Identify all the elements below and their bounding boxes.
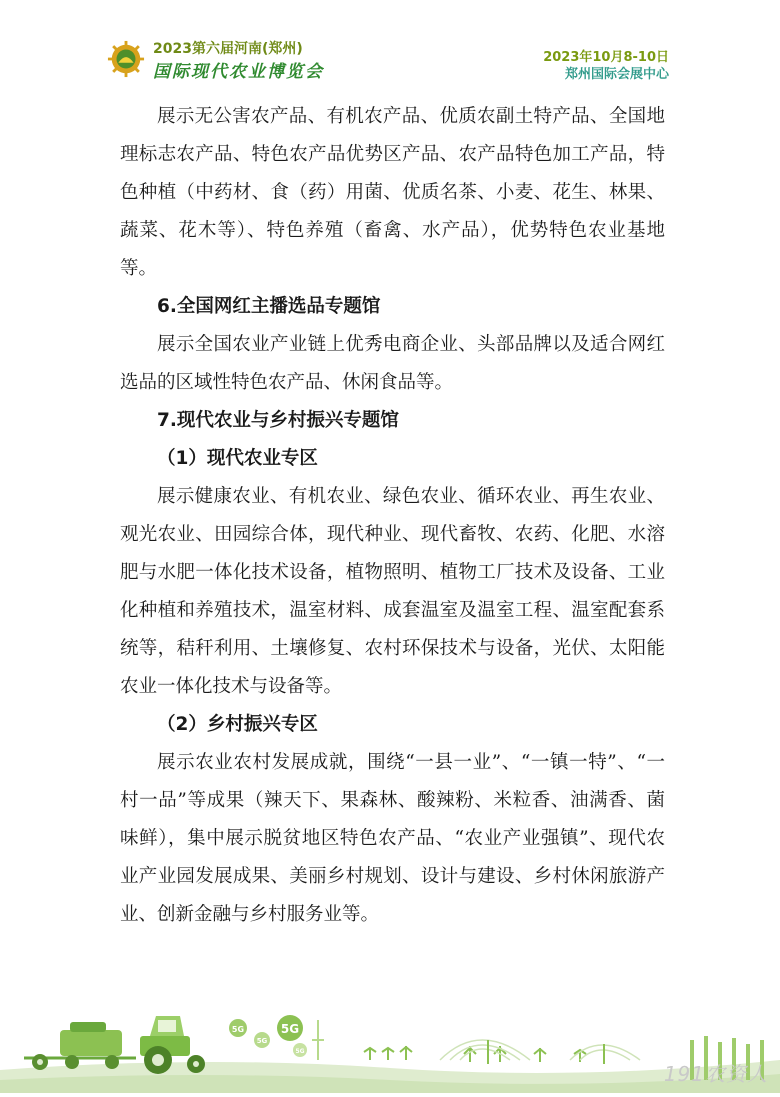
expo-date: 2023年10月8-10日: [543, 50, 669, 65]
paragraph-rural-revitalization: 展示农业农村发展成就，围绕“一县一业”、“一镇一特”、“一村一品”等成果（辣天下、果森林、酸辣粉、米粒香、油满香、菌味鲜），集中展示脱贫地区特色农产品、“农业产业强镇”、现代农业产业园发展成果、美丽乡村规划、设计与建设、乡村休闲旅游产业、创新金融与乡村服务业等。: [120, 752, 665, 925]
page-header: [0, 0, 780, 92]
paragraph-modern-agriculture: 展示健康农业、有机农业、绿色农业、循环农业、再生农业、观光农业、田园综合体，现代种业、现代畜牧、农药、化肥、水溶肥与水肥一体化技术设备，植物照明、植物工厂技术及设备、工业化种植和养殖技术，温室材料、成套温室及温室工程、温室配套系统等，秸秆利用、土壤修复、农村环保技术与设备，光伏、太阳能农业一体化技术与设备等。: [120, 486, 665, 697]
page-footer-decoration: [0, 1000, 780, 1093]
svg-text:5G: 5G: [256, 1037, 268, 1045]
svg-text:5G: 5G: [231, 1025, 245, 1034]
document-body: [120, 98, 665, 934]
paragraph-influencer-pavilion: 展示全国农业产业链上优秀电商企业、头部品牌以及适合网红选品的区域性特色农产品、休闲食品等。: [120, 334, 665, 393]
sprayer-trailer-icon: [24, 1022, 136, 1070]
heading-section-6: 6.全国网红主播选品专题馆: [157, 296, 381, 317]
expo-venue: 郑州国际会展中心: [564, 67, 669, 82]
svg-text:5G: 5G: [280, 1022, 300, 1036]
5g-badge-2: [254, 1032, 270, 1048]
expo-title-line1: 2023第六届河南(郑州): [153, 41, 303, 57]
expo-title-line2: 国际现代农业博览会: [153, 62, 324, 82]
crop-sprouts-icon: [364, 1046, 586, 1062]
watermark-text: 191农资人: [663, 1062, 768, 1086]
heading-section-7: 7.现代农业与乡村振兴专题馆: [157, 410, 399, 431]
paragraph-specialty-products: 展示无公害农产品、有机农产品、优质农副土特产品、全国地理标志农产品、特色农产品优势区产品、农产品特色加工产品，特色种植（中药材、食（药）用菌、优质名茶、小麦、花生、林果、蔬菜、花木等）、特色养殖（畜禽、水产品），优势特色农业基地等。: [120, 106, 665, 279]
5g-badge-1: [229, 1019, 247, 1037]
subheading-modern-agriculture: （1）现代农业专区: [157, 448, 318, 469]
5g-badge-4: [293, 1043, 307, 1057]
expo-logo-icon: [107, 40, 145, 78]
5g-badge-3: [277, 1015, 303, 1041]
svg-text:5G: 5G: [295, 1048, 305, 1055]
subheading-rural-revitalization: （2）乡村振兴专区: [157, 714, 318, 735]
